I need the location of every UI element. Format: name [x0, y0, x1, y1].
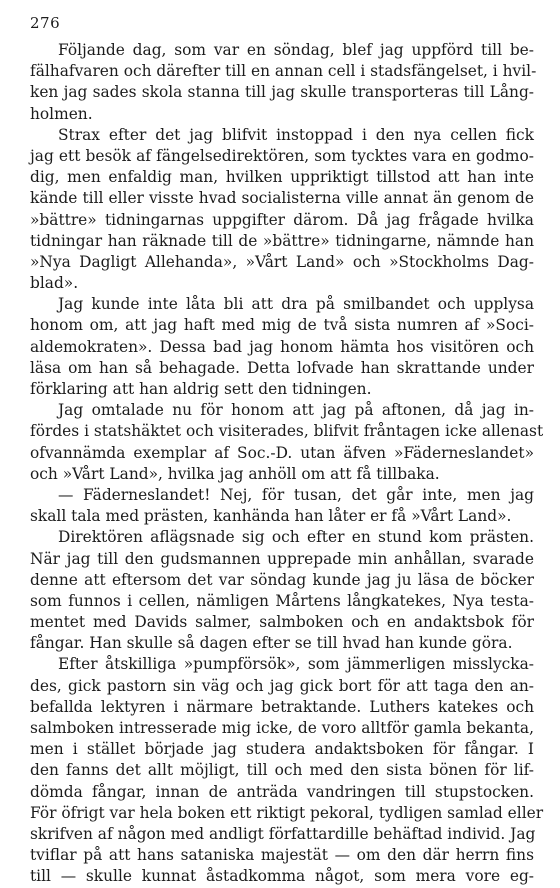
text-line: Följande dag, som var en söndag, blef jag uppförd till be-	[58, 41, 534, 59]
text-line: — Fäderneslandet! Nej, för tusan, det går inte, men jag	[58, 485, 534, 504]
text-line: mentet med Davids salmer, salmboken och en andaktsbok för	[30, 613, 534, 632]
page-number: 276	[30, 14, 61, 32]
text-line: Jag kunde inte låta bli att dra på smilbandet och upplysa	[58, 295, 534, 314]
text-line: Jag omtalade nu för honom att jag på aftonen, då jag in-	[58, 401, 534, 420]
text-line: holmen.	[30, 104, 93, 123]
text-line: Direktören aflägsnade sig och efter en stund kom prästen.	[58, 528, 534, 547]
text-line: denne att eftersom det var söndag kunde jag ju läsa de böcker	[30, 570, 534, 589]
text-line: förklaring att han aldrig sett den tidningen.	[30, 380, 372, 398]
text-line: Strax efter det jag blifvit instoppad i den nya cellen fick	[58, 125, 534, 144]
text-line: blad».	[30, 274, 79, 293]
text-line: men i stället började jag studera andaktsboken för fångar. I	[30, 740, 534, 759]
text-line: dömda fångar, innan de anträda vandringen till stupstocken.	[30, 782, 534, 801]
text-line: dig, men enfaldig man, hvilken uppriktigt tillstod att han inte	[30, 168, 534, 187]
text-line: salmboken intresserade mig icke, de voro alltför gamla bekanta,	[30, 719, 534, 737]
text-line: fälhafvaren och därefter till en annan cell i stadsfängelset, i hvil-	[30, 62, 537, 81]
text-line: tidningar han räknade till de »bättre» tidningarne, nämnde han	[30, 231, 534, 250]
text-line: När jag till den gudsmannen upprepade min anhållan, svarade	[30, 549, 534, 568]
text-line: des, gick pastorn sin väg och jag gick bort för att taga den an-	[30, 676, 534, 695]
text-line: skrifven af någon med andligt författardille behäftad individ. Jag	[30, 824, 536, 843]
text-line: honom om, att jag haft med mig de två sista numren af »Soci-	[30, 316, 534, 335]
text-line: läsa om han så behagade. Detta lofvade han skrattande under	[30, 358, 534, 377]
text-line: ofvannämda exemplar af Soc.-D. utan äfven »Fäderneslandet»	[30, 443, 534, 462]
text-line: För öfrigt var hela boken ett riktigt pekoral, tydligen samlad eller	[30, 803, 544, 822]
text-line: som funnos i cellen, nämligen Mårtens långkatekes, Nya testa-	[30, 591, 534, 610]
text-line: ken jag sades skola stanna till jag skulle transporteras till Lång-	[30, 83, 534, 102]
text-line: fångar. Han skulle så dagen efter se till hvad han kunde göra.	[30, 634, 513, 653]
text-line: kände till eller visste hvad socialisterna ville annat än genom de	[30, 189, 534, 208]
text-line: befallda lektyren i närmare betraktande. Luthers katekes och	[30, 697, 534, 716]
text-line: aldemokraten». Dessa bad jag honom hämta hos visitören och	[30, 337, 534, 356]
text-line: till — skulle kunnat åstadkomma något, som mera vore eg-	[30, 867, 534, 886]
text-line: den fanns det allt möjligt, till och med den sista bönen för lif-	[30, 761, 534, 780]
text-line: och »Vårt Land», hvilka jag anhöll om att få tillbaka.	[30, 464, 440, 483]
text-line: jag ett besök af fängelsedirektören, som tycktes vara en godmo-	[30, 146, 534, 165]
text-line: tviflar på att hans sataniska majestät — om den där herrn fins	[30, 846, 534, 865]
text-line: »Nya Dagligt Allehanda», »Vårt Land» och »Stockholms Dag-	[30, 252, 534, 271]
text-line: fördes i statshäktet och visiterades, blifvit fråntagen icke allenast	[30, 422, 544, 441]
text-line: skall tala med prästen, kanhända han låter er få »Vårt Land».	[30, 507, 512, 526]
text-line: »bättre» tidningarnas uppgifter därom. Då jag frågade hvilka	[30, 210, 534, 229]
body-text	[30, 40, 544, 888]
text-line: Efter åtskilliga »pumpförsök», som jämmerligen misslycka-	[58, 655, 534, 674]
